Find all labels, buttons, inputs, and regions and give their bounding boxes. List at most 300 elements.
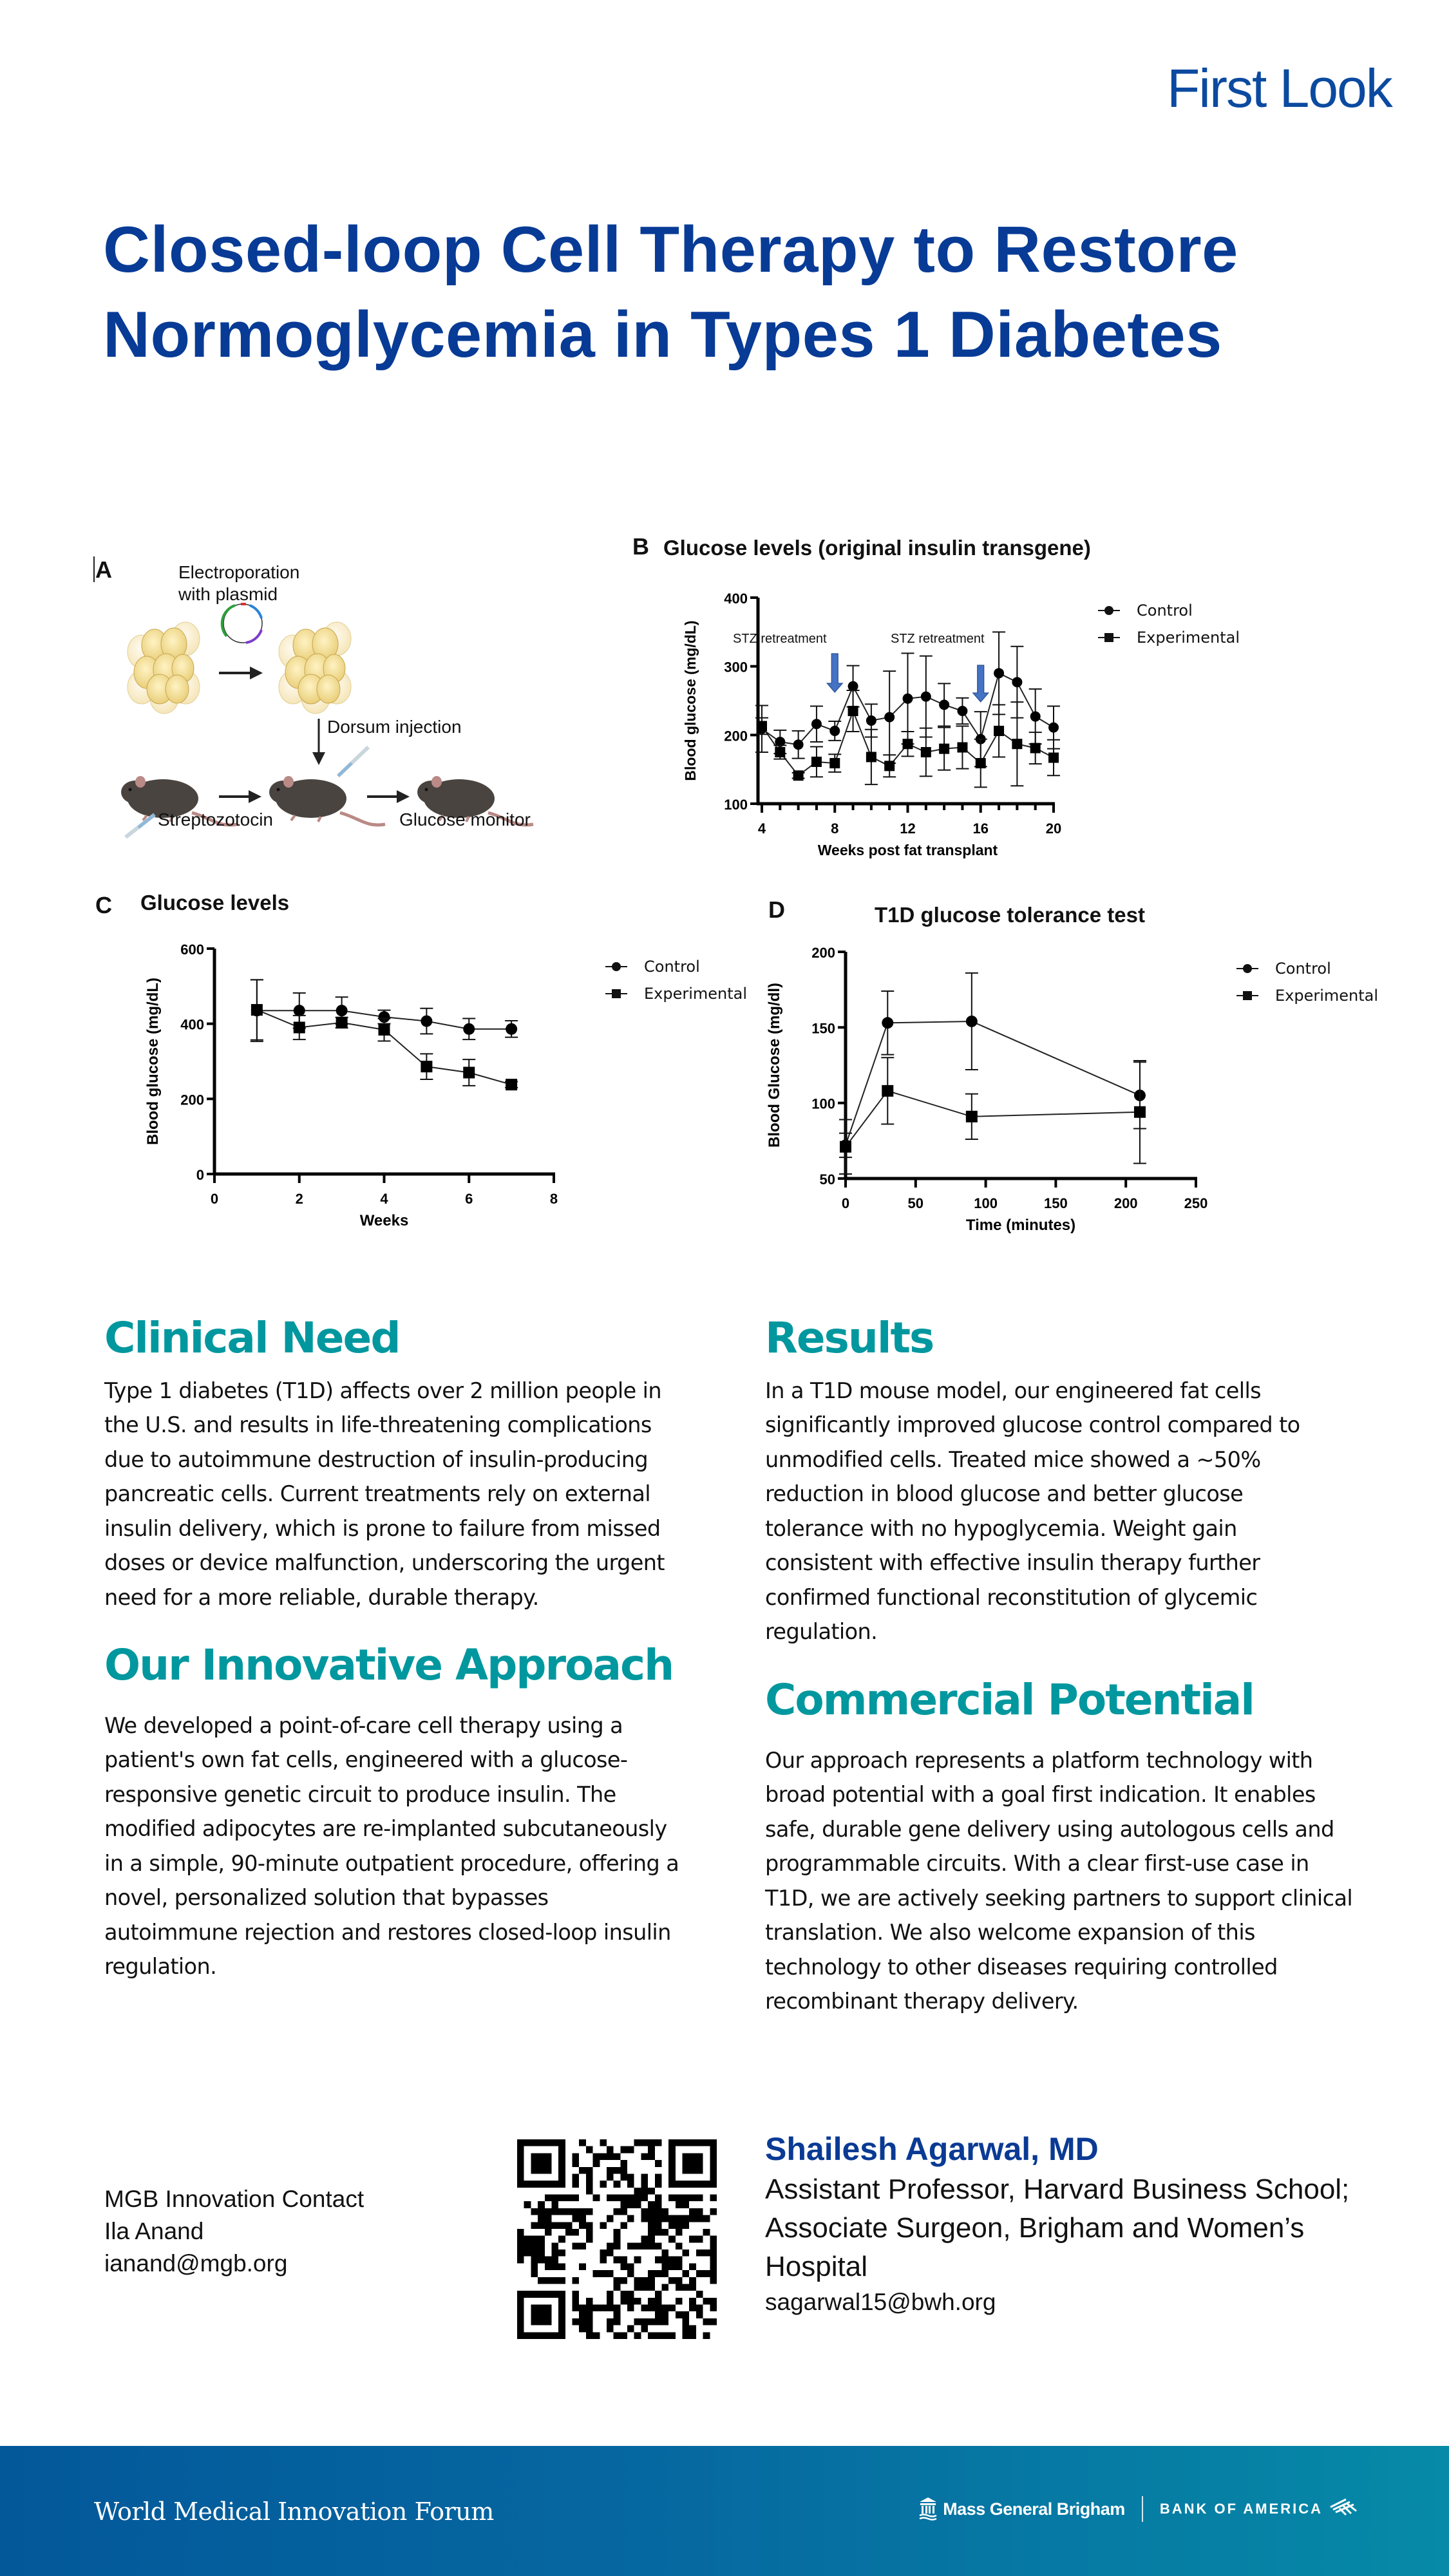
data-point-experimental	[866, 752, 876, 762]
qr-module	[545, 2263, 552, 2270]
qr-module	[531, 2249, 538, 2257]
data-point-experimental	[994, 726, 1004, 736]
qr-module	[538, 2222, 545, 2229]
qr-module	[573, 2195, 580, 2202]
qr-module	[573, 2229, 580, 2236]
qr-module	[620, 2298, 627, 2305]
innovation-contact	[104, 2183, 364, 2280]
qr-module	[600, 2139, 607, 2146]
data-point-experimental	[966, 1111, 978, 1122]
data-point-control	[921, 692, 931, 702]
data-point-control	[994, 668, 1004, 678]
qr-module	[710, 2249, 717, 2257]
label-dorsum-injection: Dorsum injection	[327, 717, 462, 737]
qr-module	[648, 2318, 655, 2325]
qr-module	[531, 2181, 538, 2188]
data-point-experimental	[775, 747, 785, 757]
data-point-experimental	[251, 1004, 263, 1016]
qr-module	[579, 2305, 586, 2312]
qr-module	[614, 2305, 621, 2312]
figure-c-title: Glucose levels	[140, 891, 290, 914]
data-point-control	[1012, 677, 1022, 687]
qr-module	[558, 2160, 565, 2167]
qr-module	[696, 2139, 703, 2146]
qr-module	[607, 2325, 614, 2333]
arrow-down-icon	[312, 719, 325, 765]
qr-module	[627, 2215, 634, 2222]
qr-module	[565, 2208, 573, 2215]
qr-module	[696, 2208, 703, 2215]
qr-module	[648, 2277, 655, 2284]
qr-module	[538, 2236, 545, 2243]
qr-module	[531, 2263, 538, 2270]
qr-module	[648, 2188, 655, 2195]
qr-module	[538, 2208, 545, 2215]
plasmid-icon	[222, 603, 262, 643]
qr-module	[710, 2242, 717, 2249]
circle-marker-icon	[605, 960, 627, 973]
qr-module	[655, 2242, 662, 2249]
x-axis-label: Time (minutes)	[965, 1217, 1076, 1234]
qr-module	[689, 2167, 696, 2174]
legend-item-control	[605, 953, 747, 980]
label-streptozotocin: Streptozotocin	[158, 810, 273, 829]
qr-module	[551, 2277, 558, 2284]
qr-module	[627, 2146, 634, 2154]
qr-module	[689, 2298, 696, 2305]
qr-module	[573, 2208, 580, 2215]
y-tick-label: 300	[724, 659, 748, 676]
data-point-experimental	[336, 1017, 348, 1028]
qr-module	[558, 2263, 565, 2270]
qr-module	[683, 2332, 690, 2339]
qr-module	[614, 2229, 621, 2236]
qr-module	[703, 2215, 710, 2222]
qr-module	[634, 2298, 641, 2305]
qr-module	[573, 2277, 580, 2284]
x-tick-label: 6	[465, 1191, 473, 1207]
qr-module	[551, 2181, 558, 2188]
qr-module	[517, 2139, 524, 2146]
qr-module	[517, 2305, 524, 2312]
figure-d-title: T1D glucose tolerance test	[875, 903, 1145, 927]
qr-module	[538, 2257, 545, 2264]
qr-module	[648, 2242, 655, 2249]
qr-module	[586, 2208, 593, 2215]
qr-module	[579, 2139, 586, 2146]
y-tick-label: 200	[180, 1092, 204, 1108]
qr-module	[620, 2332, 627, 2339]
qr-module	[524, 2291, 531, 2298]
section-heading: Commercial Potential	[765, 1675, 1254, 1725]
y-tick-label: 200	[811, 945, 835, 961]
qr-module	[551, 2263, 558, 2270]
qr-module	[531, 2291, 538, 2298]
qr-module	[586, 2167, 593, 2174]
data-point-control	[884, 712, 895, 723]
qr-module	[689, 2160, 696, 2167]
qr-module	[531, 2332, 538, 2339]
data-point-control	[336, 1005, 348, 1016]
qr-module	[627, 2242, 634, 2249]
qr-module	[655, 2208, 662, 2215]
qr-module	[655, 2181, 662, 2188]
x-tick-label: 8	[549, 1191, 558, 1207]
qr-module	[661, 2311, 668, 2318]
qr-module	[573, 2215, 580, 2222]
qr-module	[655, 2270, 662, 2277]
qr-module	[641, 2208, 648, 2215]
qr-module	[558, 2139, 565, 2146]
footer-band	[0, 2446, 1449, 2576]
qr-module	[573, 2181, 580, 2188]
syringe-icon	[338, 747, 368, 776]
qr-module	[634, 2277, 641, 2284]
qr-module	[545, 2332, 552, 2339]
qr-module	[655, 2195, 662, 2202]
legend-label-control: Control	[644, 958, 700, 976]
qr-module	[538, 2318, 545, 2325]
qr-module	[620, 2195, 627, 2202]
qr-module	[551, 2332, 558, 2339]
qr-module	[517, 2174, 524, 2181]
qr-module	[538, 2305, 545, 2312]
data-point-control	[1030, 712, 1041, 722]
qr-module	[668, 2215, 676, 2222]
contact-email[interactable]: ianand@mgb.org	[104, 2250, 288, 2277]
qr-module	[614, 2153, 621, 2160]
qr-module	[627, 2270, 634, 2277]
data-point-experimental	[1012, 739, 1022, 749]
qr-module	[689, 2277, 696, 2284]
qr-module	[517, 2257, 524, 2264]
qr-module	[586, 2222, 593, 2229]
data-point-experimental	[757, 721, 767, 731]
qr-module	[558, 2291, 565, 2298]
pi-role: Assistant Professor, Harvard Business School; Associate Surgeon, Brigham and Women’s Hospital	[765, 2174, 1350, 2282]
qr-module	[607, 2174, 614, 2181]
arrow-right-icon	[219, 790, 261, 803]
qr-module	[586, 2146, 593, 2154]
qr-module	[579, 2242, 586, 2249]
qr-module	[579, 2215, 586, 2222]
qr-module	[579, 2318, 586, 2325]
qr-module	[668, 2236, 676, 2243]
qr-module	[579, 2263, 586, 2270]
qr-module	[517, 2181, 524, 2188]
qr-code-icon[interactable]	[517, 2139, 717, 2339]
data-point-experimental	[921, 747, 931, 757]
qr-module	[545, 2181, 552, 2188]
poster-title	[103, 207, 1327, 377]
qr-module	[648, 2153, 655, 2160]
qr-module	[696, 2236, 703, 2243]
qr-module	[558, 2311, 565, 2318]
qr-module	[668, 2153, 676, 2160]
qr-module	[641, 2153, 648, 2160]
qr-module	[551, 2201, 558, 2208]
qr-module	[607, 2249, 614, 2257]
qr-module	[655, 2229, 662, 2236]
qr-module	[641, 2277, 648, 2284]
x-axis-label: Weeks	[359, 1212, 409, 1229]
qr-module	[620, 2291, 627, 2298]
qr-module	[655, 2201, 662, 2208]
qr-module	[661, 2229, 668, 2236]
qr-module	[641, 2215, 648, 2222]
qr-module	[607, 2195, 614, 2202]
qr-module	[710, 2257, 717, 2264]
arrow-down-icon	[827, 654, 842, 692]
section-approach	[104, 1642, 684, 1984]
qr-module	[614, 2277, 621, 2284]
qr-module	[661, 2318, 668, 2325]
qr-module	[517, 2160, 524, 2167]
qr-module	[600, 2305, 607, 2312]
qr-module	[558, 2249, 565, 2257]
qr-module	[531, 2242, 538, 2249]
arrow-right-icon	[219, 667, 263, 679]
qr-module	[614, 2311, 621, 2318]
contact-label: MGB Innovation Contact	[104, 2186, 365, 2212]
qr-module	[558, 2332, 565, 2339]
qr-module	[558, 2305, 565, 2312]
qr-module	[689, 2325, 696, 2333]
label-electroporation-line2: with plasmid	[178, 584, 278, 604]
qr-module	[661, 2249, 668, 2257]
qr-module	[696, 2160, 703, 2167]
qr-module	[689, 2181, 696, 2188]
qr-module	[579, 2325, 586, 2333]
qr-module	[661, 2215, 668, 2222]
qr-module	[710, 2236, 717, 2243]
qr-module	[661, 2270, 668, 2277]
qr-module	[634, 2195, 641, 2202]
x-tick-label: 2	[295, 1191, 303, 1207]
qr-module	[668, 2263, 676, 2270]
qr-module	[648, 2298, 655, 2305]
figure-d-letter: D	[768, 896, 785, 923]
qr-module	[531, 2153, 538, 2160]
qr-module	[648, 2146, 655, 2154]
qr-module	[703, 2318, 710, 2325]
qr-module	[531, 2139, 538, 2146]
label-electroporation-line1: Electroporation	[178, 562, 300, 582]
annotation-stz-retreatment: STZ retreatment	[891, 632, 985, 646]
qr-module	[661, 2208, 668, 2215]
sponsor-logos	[918, 2496, 1359, 2522]
qr-module	[620, 2174, 627, 2181]
legend-label-experimental: Experimental	[1137, 629, 1240, 647]
data-point-experimental	[882, 1085, 893, 1097]
qr-module	[683, 2318, 690, 2325]
legend-item-experimental	[1236, 982, 1378, 1009]
qr-module	[668, 2146, 676, 2154]
qr-module	[710, 2318, 717, 2325]
qr-module	[600, 2270, 607, 2277]
qr-module	[641, 2318, 648, 2325]
qr-module	[710, 2263, 717, 2270]
qr-module	[524, 2236, 531, 2243]
qr-module	[551, 2208, 558, 2215]
first-look-logo: First Look	[1167, 58, 1392, 118]
qr-module	[558, 2236, 565, 2243]
x-tick-label: 150	[1044, 1195, 1068, 1211]
qr-module	[655, 2139, 662, 2146]
qr-module	[531, 2318, 538, 2325]
qr-module	[517, 2291, 524, 2298]
qr-module	[586, 2298, 593, 2305]
qr-module	[703, 2270, 710, 2277]
data-point-control	[463, 1023, 475, 1035]
qr-module	[655, 2160, 662, 2167]
qr-module	[538, 2242, 545, 2249]
mgb-logo-text: Mass General Brigham	[943, 2499, 1125, 2519]
qr-module	[634, 2242, 641, 2249]
qr-module	[655, 2174, 662, 2181]
qr-module	[593, 2195, 600, 2202]
data-point-control	[882, 1017, 893, 1028]
qr-module	[573, 2153, 580, 2160]
qr-module	[600, 2249, 607, 2257]
qr-module	[683, 2181, 690, 2188]
section-heading: Clinical Need	[104, 1313, 400, 1363]
qr-module	[696, 2195, 703, 2202]
qr-module	[696, 2215, 703, 2222]
qr-module	[627, 2325, 634, 2333]
qr-module	[668, 2277, 676, 2284]
section-body: Our approach represents a platform technology with broad potential with a goal first indication. It enables safe, durable gene delivery using autologous cells and programmable circuits. With a clear first-use case in T1D, we are actively seeking partners to support clinical translation. We also welcome expansion of this technology to other diseases requiring controlled recombinant therapy delivery.	[765, 1747, 1353, 2014]
qr-module	[545, 2229, 552, 2236]
data-point-control	[866, 715, 876, 726]
qr-module	[655, 2291, 662, 2298]
qr-module	[683, 2325, 690, 2333]
engineered-fat-cells-icon	[279, 622, 351, 714]
qr-module	[648, 2139, 655, 2146]
chart-d	[760, 934, 1224, 1249]
data-point-experimental	[903, 739, 913, 749]
qr-module	[545, 2195, 552, 2202]
qr-module	[524, 2249, 531, 2257]
qr-module	[579, 2311, 586, 2318]
qr-module	[607, 2242, 614, 2249]
qr-module	[579, 2208, 586, 2215]
figure-a	[90, 554, 554, 844]
qr-module	[517, 2167, 524, 2174]
qr-module	[696, 2249, 703, 2257]
x-tick-label: 0	[841, 1195, 850, 1211]
qr-module	[607, 2215, 614, 2222]
legend-item-control	[1098, 597, 1240, 624]
qr-module	[614, 2332, 621, 2339]
qr-module	[558, 2325, 565, 2333]
qr-module	[600, 2181, 607, 2188]
data-point-experimental	[1030, 743, 1041, 753]
qr-module	[558, 2167, 565, 2174]
legend-d	[1236, 955, 1378, 1009]
contact-name: Ila Anand	[104, 2218, 204, 2244]
qr-module	[634, 2332, 641, 2339]
y-axis-label: Blood glucose (mg/dL)	[144, 978, 162, 1145]
qr-module	[531, 2270, 538, 2277]
qr-module	[614, 2318, 621, 2325]
qr-module	[558, 2222, 565, 2229]
mgb-building-icon	[918, 2497, 938, 2521]
data-point-control	[957, 706, 967, 716]
data-point-control	[294, 1005, 305, 1016]
qr-module	[676, 2215, 683, 2222]
series-line-control	[846, 1021, 1140, 1145]
section-body: We developed a point-of-care cell therapy using a patient's own fat cells, engineered with a glucose-responsive genetic circuit to produce insulin. The modified adipocytes are re-implanted subcutaneously in a simple, 90-minute outpatient procedure, offering a novel, personalized solution that bypasses autoimmune rejection and restores closed-loop insulin regulation.	[104, 1712, 679, 1980]
qr-module	[641, 2284, 648, 2291]
forum-name: World Medical Innovation Forum	[94, 2497, 494, 2526]
qr-module	[696, 2153, 703, 2160]
qr-module	[517, 2325, 524, 2333]
title-line-2: Normoglycemia in Types 1 Diabetes	[103, 299, 1222, 371]
qr-module	[634, 2188, 641, 2195]
legend-label-experimental: Experimental	[644, 985, 748, 1003]
pi-email[interactable]: sagarwal15@bwh.org	[765, 2289, 996, 2315]
qr-module	[517, 2318, 524, 2325]
qr-module	[655, 2311, 662, 2318]
figure-a-letter: A	[95, 556, 112, 583]
section-heading: Results	[765, 1313, 934, 1363]
data-point-control	[903, 694, 913, 704]
data-point-experimental	[506, 1079, 517, 1090]
qr-module	[614, 2195, 621, 2202]
data-point-experimental	[884, 761, 895, 771]
data-point-experimental	[294, 1022, 305, 1034]
qr-module	[641, 2139, 648, 2146]
qr-module	[710, 2146, 717, 2154]
qr-module	[683, 2195, 690, 2202]
qr-module	[703, 2332, 710, 2339]
data-point-control	[1048, 723, 1059, 733]
qr-module	[696, 2181, 703, 2188]
qr-module	[634, 2201, 641, 2208]
fat-cells-icon	[128, 622, 200, 714]
qr-module	[710, 2153, 717, 2160]
qr-module	[641, 2188, 648, 2195]
qr-module	[689, 2195, 696, 2202]
qr-module	[655, 2215, 662, 2222]
data-point-experimental	[379, 1024, 390, 1036]
qr-module	[668, 2332, 676, 2339]
qr-module	[607, 2167, 614, 2174]
qr-module	[558, 2298, 565, 2305]
qr-module	[703, 2298, 710, 2305]
qr-module	[614, 2257, 621, 2264]
section-body: In a T1D mouse model, our engineered fat cells significantly improved glucose control compared to unmodified cells. Treated mice showed a ~50% reduction in blood glucose and better glucose tolerance with no hypoglycemia. Weight gain consistent with effective insulin therapy further confirmed functional reconstitution of glycemic regulation.	[765, 1378, 1300, 1645]
qr-module	[545, 2318, 552, 2325]
qr-module	[558, 2318, 565, 2325]
qr-module	[710, 2160, 717, 2167]
qr-module	[710, 2277, 717, 2284]
qr-module	[648, 2270, 655, 2277]
qr-module	[689, 2305, 696, 2312]
qr-module	[620, 2277, 627, 2284]
qr-module	[558, 2146, 565, 2154]
x-tick-label: 8	[831, 820, 839, 837]
section-body: Type 1 diabetes (T1D) affects over 2 million people in the U.S. and results in life-threatening complications due to autoimmune destruction of insulin-producing pancreatic cells. Current treatments rely on external insulin delivery, which is prone to failure from missed doses or device malfunction, underscoring the urgent need for a more reliable, durable therapy.	[104, 1378, 665, 1610]
qr-module	[531, 2257, 538, 2264]
qr-module	[655, 2298, 662, 2305]
qr-module	[551, 2242, 558, 2249]
qr-module	[538, 2332, 545, 2339]
qr-module	[696, 2270, 703, 2277]
x-tick-label: 20	[1045, 820, 1062, 837]
qr-module	[607, 2153, 614, 2160]
